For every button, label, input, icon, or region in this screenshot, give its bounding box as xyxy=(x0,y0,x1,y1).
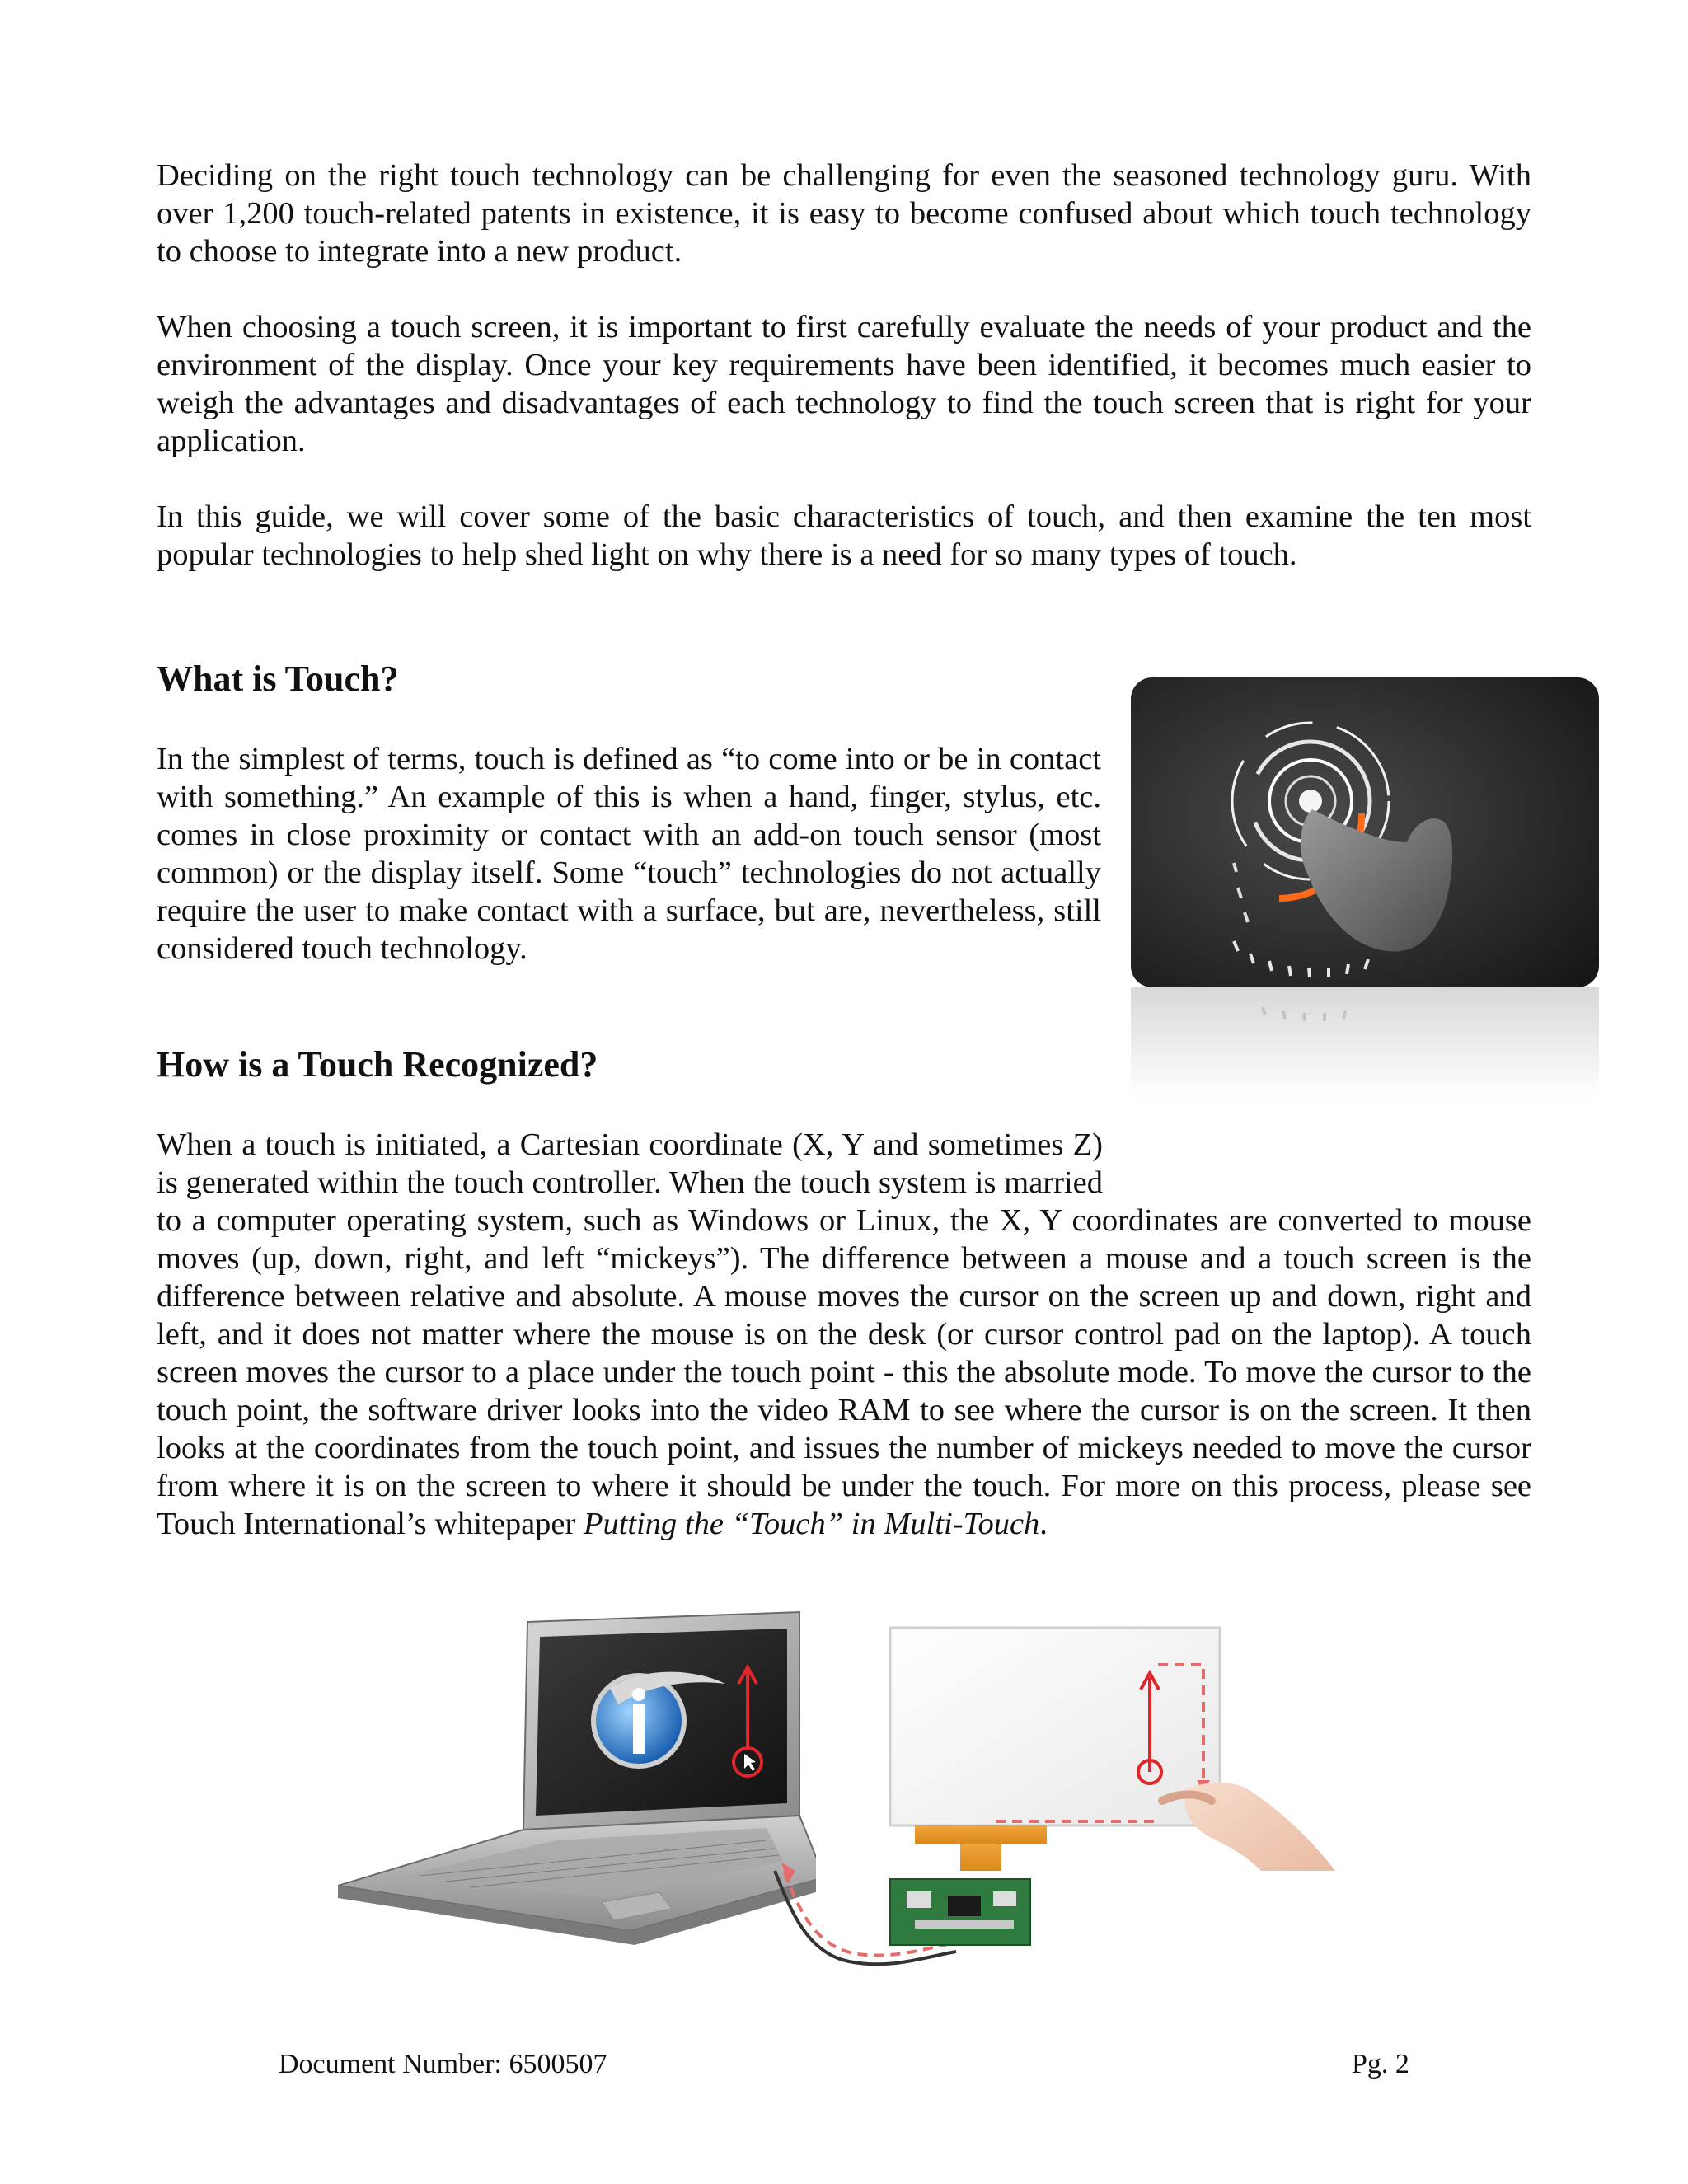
how-touch-recognized-paragraph xyxy=(157,1126,1531,1543)
intro-paragraph-3: In this guide, we will cover some of the basic characteristics of touch, and then examine the ten most popular technologies to help shed light on why there is a need for so many types of touch. xyxy=(157,499,1531,572)
recognized-end-punct: . xyxy=(1039,1507,1048,1541)
intro-paragraph-1: Deciding on the right touch technology can be challenging for even the seasoned technology guru. With over 1,200 touch-related patents in existence, it is easy to become confused about which touch technology to choose to integrate into a new product. xyxy=(157,158,1531,269)
footer-document-number: Document Number: 6500507 xyxy=(279,2049,607,2079)
whitepaper-title: Putting the “Touch” in Multi-Touch xyxy=(583,1507,1040,1541)
what-is-touch-paragraph: In the simplest of terms, touch is defined as “to come into or be in contact with something.” An example of this is when a hand, finger, stylus, etc. comes in close proximity or contact with an add-on touch sensor (most common) or the display itself. Some “touch” technologies do not actually require the user to make contact with a surface, but are, nevertheless, still considered touch technology. xyxy=(157,742,1101,966)
laptop-illustration xyxy=(338,1605,816,1952)
finger-touch-image xyxy=(1131,677,1599,1098)
touch-panel-illustration xyxy=(874,1624,1360,1871)
heading-what-is-touch: What is Touch? xyxy=(157,658,399,699)
footer-page-number: Pg. 2 xyxy=(1352,2049,1409,2079)
heading-how-touch-recognized: How is a Touch Recognized? xyxy=(157,1044,598,1085)
image-float-spacer xyxy=(1103,1126,1531,1202)
intro-paragraph-2: When choosing a touch screen, it is important to first carefully evaluate the needs of your product and the environment of the display. Once your key requirements have been identified, it becomes much easier to weigh the advantages and disadvantages of each technology to find the touch screen that is right for your application. xyxy=(157,310,1531,458)
recognized-body-text: When a touch is initiated, a Cartesian coordinate (X, Y and sometimes Z) is generated within the touch controller. When the touch system is married to a computer operating system, such as Windows or Linux, the X, Y coordinates are converted to mouse moves (up, down, right, and left “mickeys”). The difference between a mouse and a touch screen is the difference between relative and absolute. A mouse moves the cursor on the screen up and down, right and left, and it does not matter where the mouse is on the desk (or cursor control pad on the laptop). A touch screen moves the cursor to a place under the touch point - this the absolute mode. To move the cursor to the touch point, the software driver looks into the video RAM to see where the cursor is on the screen. It then looks at the coordinates from the touch point, and issues the number of mickeys needed to move the cursor from where it is on the screen to where it should be under the touch. For more on this process, please see Touch International’s whitepaper xyxy=(157,1127,1531,1541)
